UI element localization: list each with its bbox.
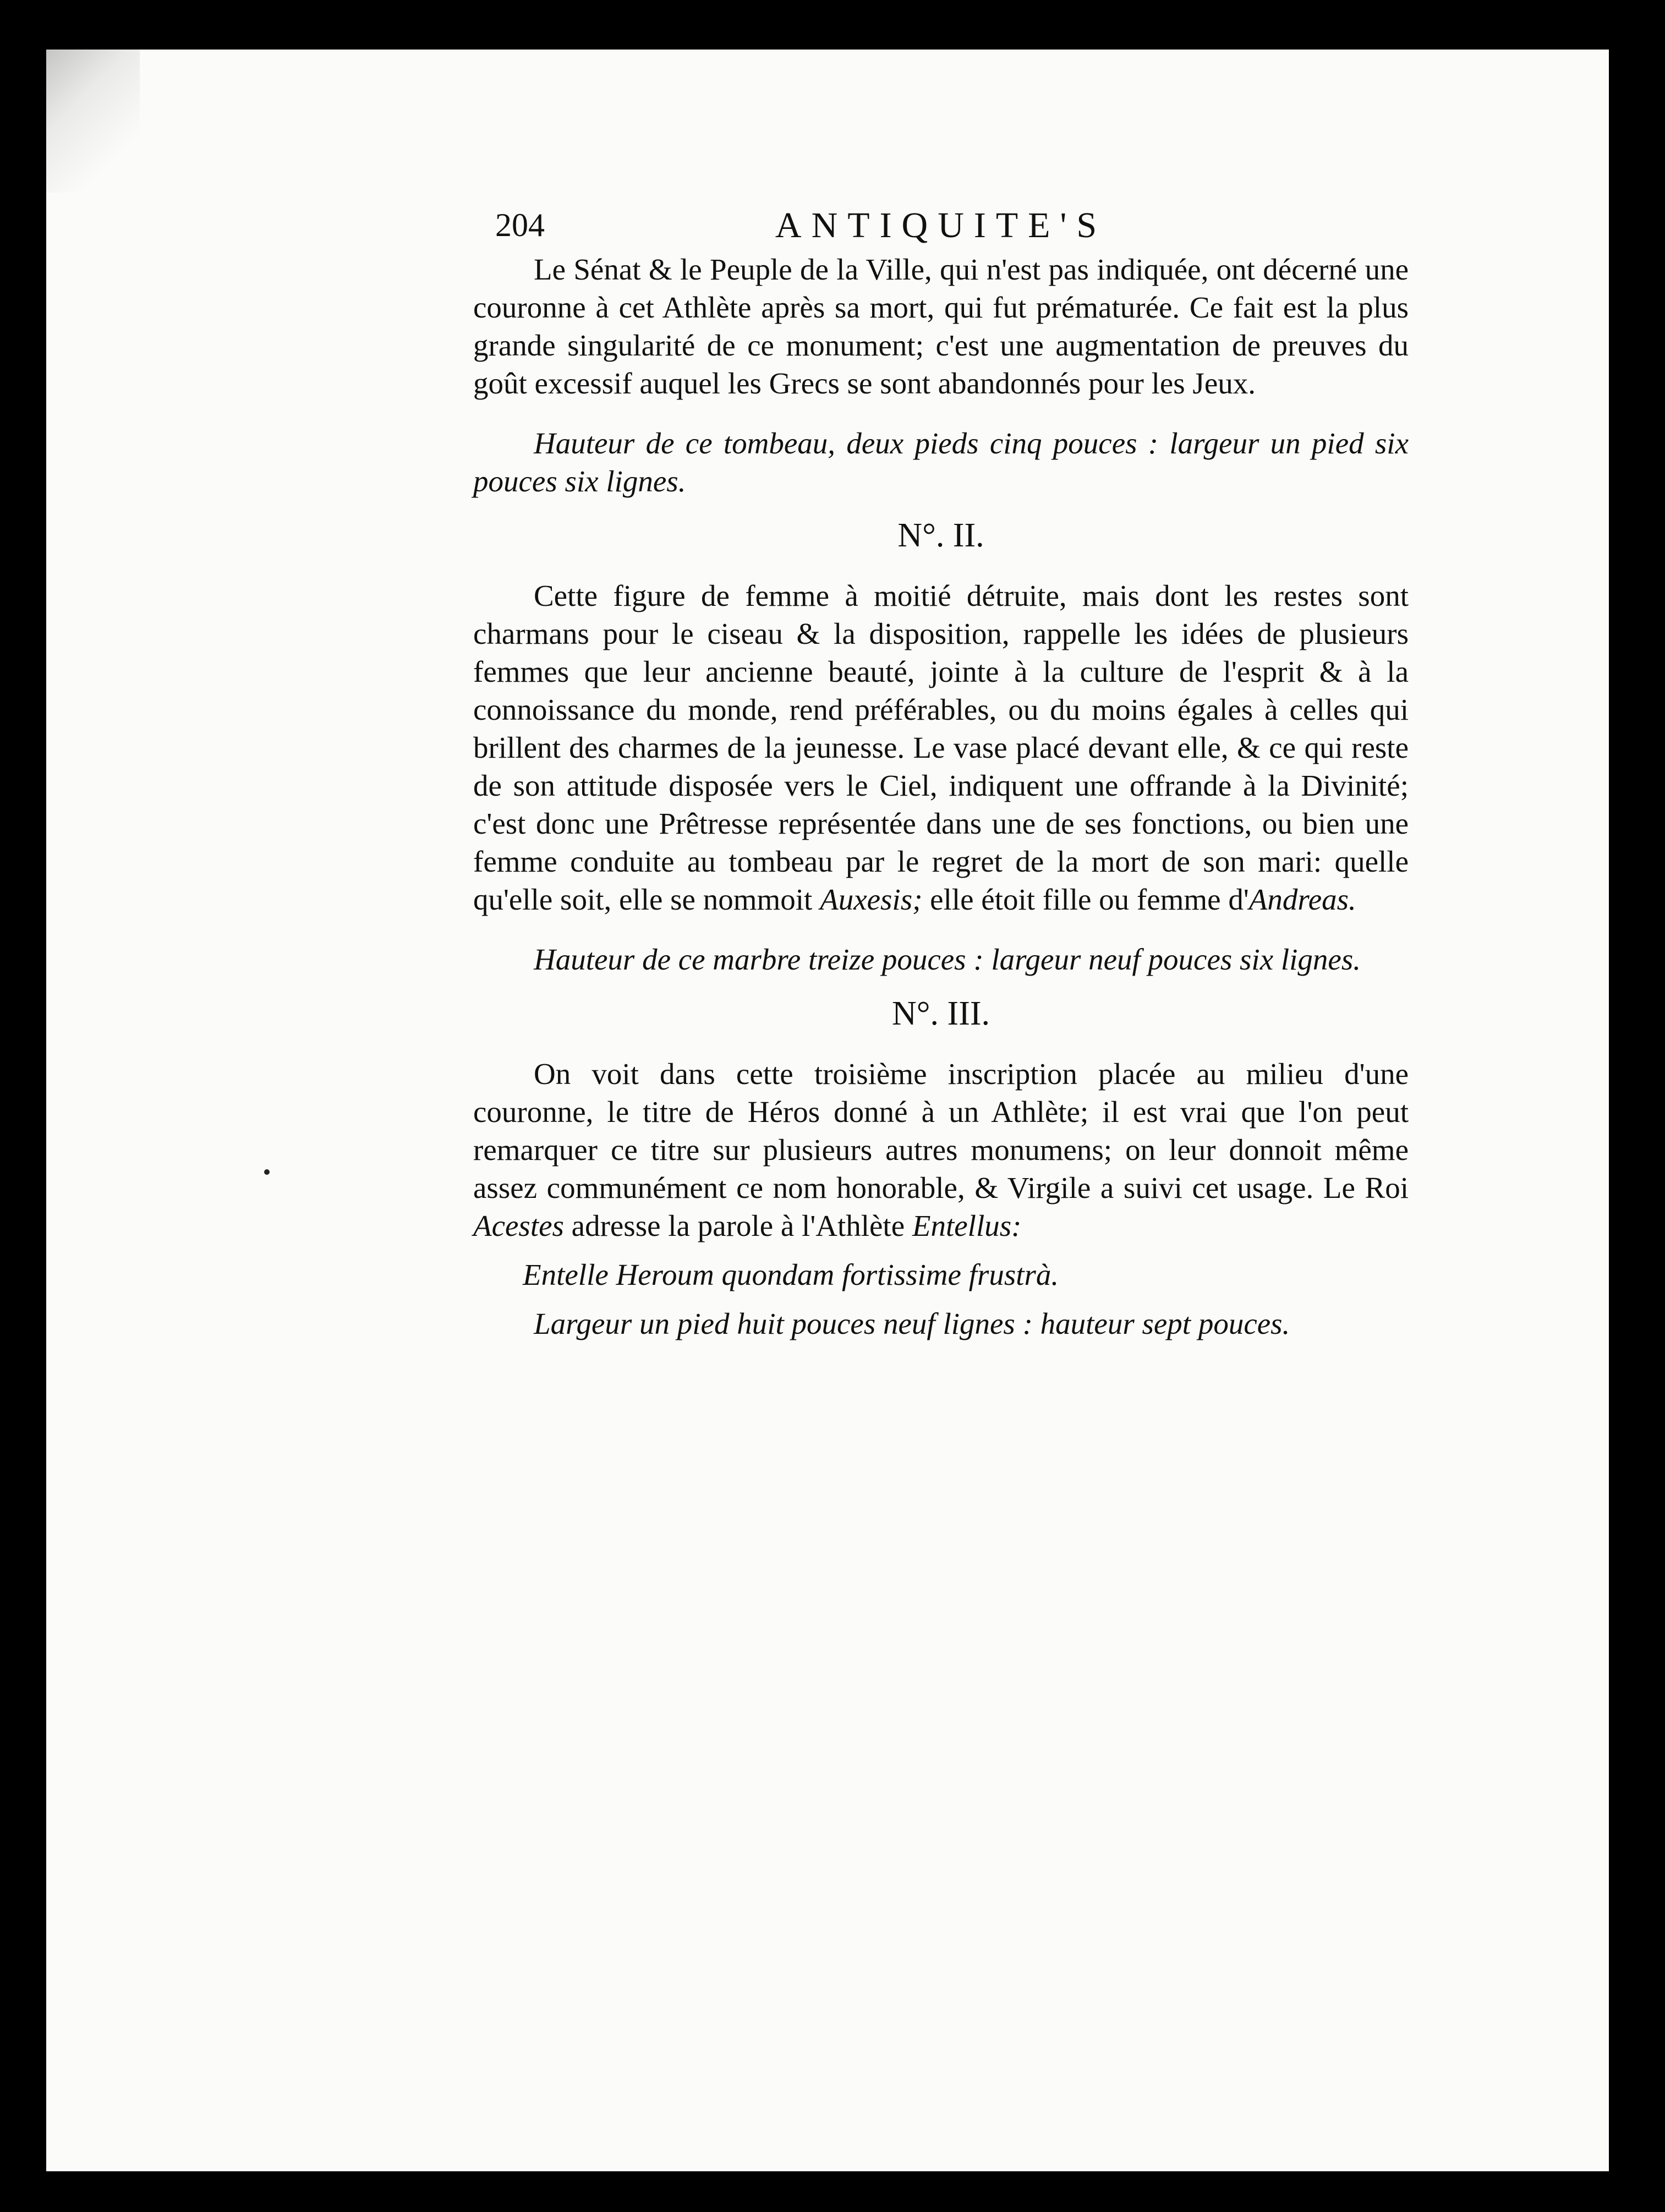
section-heading-3: N°. III. (891, 995, 990, 1032)
running-title: ANTIQUITE'S (775, 205, 1107, 245)
page-content (473, 206, 1409, 1343)
name-auxesis: Auxesis; (820, 883, 923, 916)
name-acestes: Acestes (473, 1209, 564, 1242)
name-andreas: Andreas. (1248, 883, 1356, 916)
page-number: 204 (495, 207, 545, 243)
paragraph-priestess (473, 577, 1409, 918)
paragraph-athlete-crown: Le Sénat & le Peuple de la Ville, qui n'est pas indiquée, ont décerné une couronne à cet Athlète après sa mort, qui fut prématurée. Ce fait est la plus grande singularité de ce monument; c'est une augmentation de preuves du goût excessif auquel les Grecs se sont abandonnés pour les Jeux. (473, 253, 1409, 400)
virgil-quote: Entelle Heroum quondam fortissime frustrà. (523, 1258, 1059, 1291)
inscription-dimensions: Largeur un pied huit pouces neuf lignes : hauteur sept pouces. (534, 1307, 1290, 1340)
section-heading-2: N°. II. (897, 517, 984, 554)
name-entellus: Entellus: (912, 1209, 1022, 1242)
paragraph-hero-middle: adresse la parole à l'Athlète (571, 1209, 905, 1242)
tomb-dimensions: Hauteur de ce tombeau, deux pieds cinq pouces : largeur un pied six pouces six lignes. (473, 426, 1409, 498)
paragraph-hero-title (473, 1055, 1409, 1245)
paragraph-priestess-text: Cette figure de femme à moitié détruite, mais dont les restes sont charmans pour le ciseau & la disposition, rappelle les idées de plusieurs femmes que leur ancienne beauté, jointe à la culture de l'esprit & à la connoissance du monde, rend préférables, ou du moins égales à celles qui brillent des charmes de la jeunesse. Le vase placé devant elle, & ce qui reste de son attitude disposée vers le Ciel, indiquent une offrande à la Divinité; c'est donc une Prêtresse représentée dans une de ses fonctions, ou bien une femme conduite au tombeau par le regret de la mort de son mari: quelle qu'elle soit, elle se nommoit (473, 579, 1409, 916)
page-header (473, 206, 1409, 250)
paragraph-hero-text: On voit dans cette troisième inscription placée au milieu d'une couronne, le titre de Héros donné à un Athlète; il est vrai que l'on peut remarquer ce titre sur plusieurs autres monumens; on leur donnoit même assez communément ce nom honorable, & Virgile a suivi cet usage. Le Roi (473, 1057, 1409, 1204)
scan-edge-noise (46, 50, 140, 193)
marble-dimensions: Hauteur de ce marbre treize pouces : largeur neuf pouces six lignes. (534, 943, 1361, 976)
paragraph-priestess-end: elle étoit fille ou femme d' (930, 883, 1249, 916)
ink-speck (264, 1169, 270, 1175)
